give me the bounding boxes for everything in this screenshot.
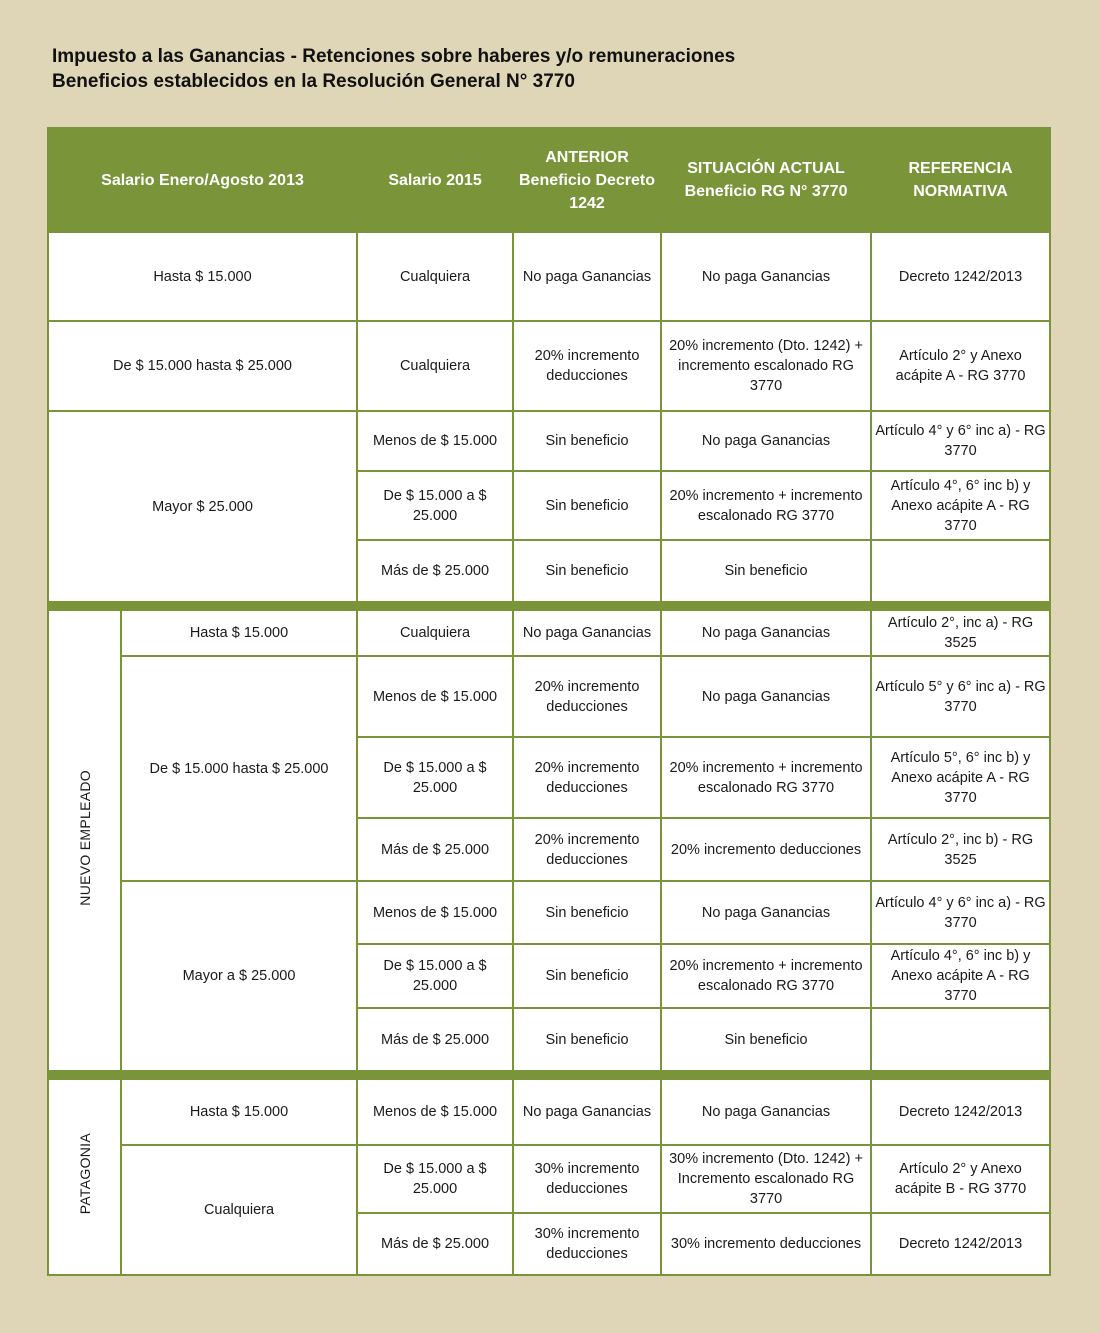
cell-anterior: 20% incremento deducciones — [513, 737, 661, 818]
cell-anterior: 30% incremento deducciones — [513, 1213, 661, 1275]
cell-actual: 20% incremento + incremento escalonado RG 3770 — [661, 737, 871, 818]
cell-anterior: No paga Ganancias — [513, 1079, 661, 1145]
cell-referencia: Artículo 4°, 6° inc b) y Anexo acápite A - RG 3770 — [871, 471, 1050, 540]
cell-referencia: Decreto 1242/2013 — [871, 1079, 1050, 1145]
cell-anterior: 30% incremento deducciones — [513, 1145, 661, 1213]
cell-salario-2015: Menos de $ 15.000 — [357, 411, 513, 471]
cell-referencia: Artículo 2° y Anexo acápite A - RG 3770 — [871, 321, 1050, 411]
table-row — [48, 1145, 1050, 1213]
cell-referencia: Artículo 5° y 6° inc a) - RG 3770 — [871, 656, 1050, 737]
cell-salario-2015: Más de $ 25.000 — [357, 1213, 513, 1275]
cell-salario-2015: Cualquiera — [357, 321, 513, 411]
cell-referencia: Artículo 4°, 6° inc b) y Anexo acápite A - RG 3770 — [871, 944, 1050, 1008]
table-row — [48, 656, 1050, 737]
section-divider-bar — [48, 602, 1050, 610]
table-row — [48, 1079, 1050, 1145]
cell-anterior: Sin beneficio — [513, 471, 661, 540]
cell-salario-2015: Cualquiera — [357, 232, 513, 321]
cell-salario-2013: Mayor a $ 25.000 — [121, 881, 357, 1071]
cell-salario-2013: De $ 15.000 hasta $ 25.000 — [48, 321, 357, 411]
cell-actual: No paga Ganancias — [661, 610, 871, 656]
header-situacion-actual — [661, 128, 871, 232]
cell-referencia: Artículo 4° y 6° inc a) - RG 3770 — [871, 411, 1050, 471]
section-label-nuevo-empleado — [48, 610, 121, 1071]
cell-salario-2015: Más de $ 25.000 — [357, 1008, 513, 1071]
cell-referencia: Artículo 2°, inc a) - RG 3525 — [871, 610, 1050, 656]
cell-actual: Sin beneficio — [661, 1008, 871, 1071]
table-row — [48, 411, 1050, 471]
cell-salario-2013: Hasta $ 15.000 — [121, 1079, 357, 1145]
cell-salario-2013: Hasta $ 15.000 — [121, 610, 357, 656]
cell-salario-2015: De $ 15.000 a $ 25.000 — [357, 471, 513, 540]
cell-anterior: 20% incremento deducciones — [513, 818, 661, 881]
cell-salario-2015: Más de $ 25.000 — [357, 540, 513, 602]
table-row — [48, 232, 1050, 321]
section-divider — [48, 602, 1050, 610]
cell-anterior: Sin beneficio — [513, 944, 661, 1008]
cell-actual: No paga Ganancias — [661, 881, 871, 944]
cell-actual: No paga Ganancias — [661, 656, 871, 737]
cell-actual: 30% incremento (Dto. 1242) + Incremento escalonado RG 3770 — [661, 1145, 871, 1213]
cell-actual: 20% incremento + incremento escalonado RG 3770 — [661, 471, 871, 540]
benefits-table — [47, 127, 1051, 1276]
cell-salario-2015: Más de $ 25.000 — [357, 818, 513, 881]
cell-referencia: Artículo 2°, inc b) - RG 3525 — [871, 818, 1050, 881]
cell-referencia: Artículo 5°, 6° inc b) y Anexo acápite A - RG 3770 — [871, 737, 1050, 818]
cell-referencia: Artículo 4° y 6° inc a) - RG 3770 — [871, 881, 1050, 944]
cell-salario-2015: Menos de $ 15.000 — [357, 881, 513, 944]
cell-salario-2015: Menos de $ 15.000 — [357, 1079, 513, 1145]
cell-salario-2015: De $ 15.000 a $ 25.000 — [357, 944, 513, 1008]
header-anterior: ANTERIOR Beneficio Decreto 1242 — [513, 128, 661, 232]
cell-anterior: Sin beneficio — [513, 411, 661, 471]
document-title — [52, 44, 735, 94]
cell-anterior: No paga Ganancias — [513, 232, 661, 321]
cell-actual: 30% incremento deducciones — [661, 1213, 871, 1275]
cell-salario-2015: De $ 15.000 a $ 25.000 — [357, 737, 513, 818]
cell-actual: No paga Ganancias — [661, 1079, 871, 1145]
cell-actual: No paga Ganancias — [661, 232, 871, 321]
header-referencia: REFERENCIA NORMATIVA — [871, 128, 1050, 232]
table-row — [48, 881, 1050, 944]
cell-salario-2015: Cualquiera — [357, 610, 513, 656]
header-row — [48, 128, 1050, 232]
cell-referencia: Decreto 1242/2013 — [871, 232, 1050, 321]
header-situacion-actual-subtitle: Beneficio RG N° 3770 — [684, 183, 848, 200]
cell-anterior: 20% incremento deducciones — [513, 321, 661, 411]
cell-salario-2013: De $ 15.000 hasta $ 25.000 — [121, 656, 357, 881]
section-label-text: PATAGONIA — [76, 1133, 93, 1215]
header-salario-2015: Salario 2015 — [357, 128, 513, 232]
cell-salario-2015: Menos de $ 15.000 — [357, 656, 513, 737]
section-label-patagonia — [48, 1079, 121, 1275]
title-line-1: Impuesto a las Ganancias - Retenciones sobre haberes y/o remuneraciones — [52, 46, 736, 67]
section-divider — [48, 1071, 1050, 1079]
cell-actual: 20% incremento (Dto. 1242) + incremento escalonado RG 3770 — [661, 321, 871, 411]
table-row — [48, 610, 1050, 656]
header-salario-2013: Salario Enero/Agosto 2013 — [48, 128, 357, 232]
cell-anterior: 20% incremento deducciones — [513, 656, 661, 737]
cell-referencia — [871, 540, 1050, 602]
cell-anterior: Sin beneficio — [513, 540, 661, 602]
cell-actual: 20% incremento deducciones — [661, 818, 871, 881]
cell-actual: No paga Ganancias — [661, 411, 871, 471]
cell-referencia: Artículo 2° y Anexo acápite B - RG 3770 — [871, 1145, 1050, 1213]
cell-salario-2013: Hasta $ 15.000 — [48, 232, 357, 321]
cell-actual: 20% incremento + incremento escalonado RG 3770 — [661, 944, 871, 1008]
table-row — [48, 321, 1050, 411]
cell-anterior: Sin beneficio — [513, 1008, 661, 1071]
cell-salario-2015: De $ 15.000 a $ 25.000 — [357, 1145, 513, 1213]
cell-salario-2013: Mayor $ 25.000 — [48, 411, 357, 602]
cell-salario-2013: Cualquiera — [121, 1145, 357, 1275]
section-label-text: NUEVO EMPLEADO — [76, 769, 93, 906]
title-line-2: Beneficios establecidos en la Resolución General N° 3770 — [52, 71, 575, 92]
cell-actual: Sin beneficio — [661, 540, 871, 602]
cell-anterior: Sin beneficio — [513, 881, 661, 944]
header-situacion-actual-title: SITUACIÓN ACTUAL — [687, 160, 845, 177]
section-divider-bar — [48, 1071, 1050, 1079]
cell-referencia: Decreto 1242/2013 — [871, 1213, 1050, 1275]
cell-referencia — [871, 1008, 1050, 1071]
cell-anterior: No paga Ganancias — [513, 610, 661, 656]
